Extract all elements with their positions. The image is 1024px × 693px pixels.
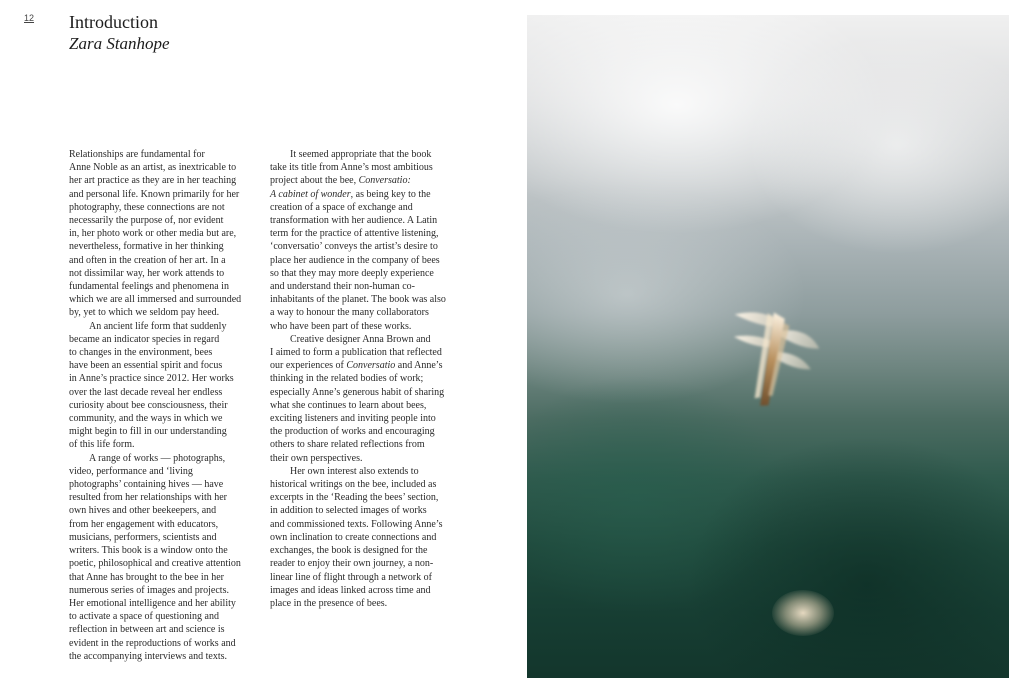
text-line: An ancient life form that suddenly	[89, 320, 227, 332]
paragraph	[69, 148, 257, 320]
text-line: which we are all immersed and surrounded	[69, 294, 242, 306]
text-line: Her emotional intelligence and her ability	[69, 597, 236, 609]
blurred-bee-icon	[717, 295, 827, 415]
bee-photograph	[527, 15, 1009, 678]
text-line: A range of works — photographs,	[89, 452, 226, 464]
text-line: necessarily the purpose of, nor evident	[69, 215, 224, 227]
text-line: over the last decade reveal her endless	[69, 386, 223, 398]
text-line: Her own interest also extends to	[290, 465, 419, 477]
text-line: poetic, philosophical and creative attention	[69, 558, 241, 570]
text-line: community, and the ways in which we	[69, 413, 223, 425]
text-line: inhabitants of the planet. The book was also	[270, 294, 446, 306]
text-line: others to share related reflections from	[270, 439, 425, 451]
text-line: and commissioned texts. Following Anne’s	[270, 518, 443, 530]
text-line: from her engagement with educators,	[69, 518, 219, 530]
text-line: photography, these connections are not	[69, 201, 225, 213]
text-line: Relationships are fundamental for	[69, 149, 205, 160]
text-line: her art practice as they are in her teaching	[69, 175, 237, 187]
text-line: might begin to fill in our understanding	[69, 426, 227, 438]
text-line: what she continues to learn about bees,	[270, 399, 427, 411]
paragraph	[270, 333, 458, 465]
text-line: historical writings on the bee, included as	[270, 479, 437, 491]
text-line: and often in the creation of her art. In a	[69, 254, 226, 266]
text-line: Creative designer Anna Brown and	[290, 333, 431, 345]
text-line: in, her photo work or other media but are,	[69, 228, 237, 240]
text-line: by, yet to which we seldom pay heed.	[69, 307, 220, 319]
text-line: musicians, performers, scientists and	[69, 531, 217, 543]
text-line: own hives and other beekeepers, and	[69, 505, 217, 517]
text-line: reflection in between art and science is	[69, 624, 225, 636]
text-line: take its title from Anne’s most ambitious	[270, 162, 433, 174]
text-line: and personal life. Known primarily for her	[69, 188, 240, 200]
title-block	[69, 12, 170, 54]
text-line: of this life form.	[69, 439, 135, 451]
text-line: images and ideas linked across time and	[270, 584, 431, 596]
text-line: who have been part of these works.	[270, 320, 412, 332]
text-line: a way to honour the many collaborators	[270, 307, 429, 319]
page-title: Introduction	[69, 12, 158, 32]
text-line: term for the practice of attentive listening,	[270, 228, 439, 240]
text-line: exchanges, the book is designed for the	[270, 545, 428, 557]
text-line: numerous series of images and projects.	[69, 584, 229, 596]
text-line: resulted from her relationships with her	[69, 492, 228, 504]
text-line: thinking in the related bodies of work;	[270, 373, 424, 385]
text-line: linear line of flight through a network of	[270, 571, 432, 583]
text-line: nevertheless, formative in her thinking	[69, 241, 224, 253]
text-line: creation of a space of exchange and	[270, 201, 413, 213]
paragraph	[270, 148, 458, 333]
text-column-1	[69, 148, 257, 663]
text-line: exciting listeners and inviting people into	[270, 413, 436, 425]
paragraph	[270, 465, 458, 610]
text-line: Anne Noble as an artist, as inextricable to	[69, 162, 237, 174]
text-line: became an indicator species in regard	[69, 333, 220, 345]
text-line: and understand their non-human co-	[270, 281, 415, 293]
text-line: that Anne has brought to the bee in her	[69, 571, 224, 583]
text-line: in addition to selected images of works	[270, 505, 427, 517]
bokeh-light	[772, 590, 834, 636]
page-number: 12	[24, 13, 35, 23]
text-line: video, performance and ‘living	[69, 465, 193, 477]
text-line: in Anne’s practice since 2012. Her works	[69, 373, 234, 385]
text-line: reader to enjoy their own journey, a non-	[270, 558, 434, 570]
text-line: A cabinet of wonder, as being key to the	[270, 188, 431, 200]
text-line: fundamental feelings and phenomena in	[69, 281, 229, 293]
text-line: own inclination to create connections and	[270, 531, 437, 543]
text-line: their own perspectives.	[270, 452, 363, 464]
text-line: writers. This book is a window onto the	[69, 545, 228, 557]
text-column-2	[270, 148, 458, 610]
text-line: project about the bee, Conversatio:	[270, 175, 411, 187]
text-line: to changes in the environment, bees	[69, 347, 213, 359]
text-line: to activate a space of questioning and	[69, 611, 219, 623]
text-line: evident in the reproductions of works and	[69, 637, 236, 649]
text-line: ‘conversatio’ conveys the artist’s desire to	[270, 241, 438, 253]
text-line: It seemed appropriate that the book	[290, 149, 432, 160]
text-line: the production of works and encouraging	[270, 426, 435, 438]
text-line: not dissimilar way, her work attends to	[69, 267, 225, 279]
text-line: so that they may more deeply experience	[270, 267, 434, 279]
text-line: the accompanying interviews and texts.	[69, 650, 228, 662]
paragraph	[69, 452, 257, 663]
text-line: curiosity about bee consciousness, their	[69, 399, 228, 411]
text-line: excerpts in the ‘Reading the bees’ section,	[270, 492, 439, 504]
text-line: place her audience in the company of bees	[270, 254, 440, 266]
author-name: Zara Stanhope	[69, 34, 170, 53]
text-line: place in the presence of bees.	[270, 597, 388, 609]
paragraph	[69, 320, 257, 452]
text-line: our experiences of Conversatio and Anne’s	[270, 360, 443, 372]
text-line: transformation with her audience. A Latin	[270, 215, 438, 227]
text-line: have been an essential spirit and focus	[69, 360, 223, 372]
text-line: photographs’ containing hives — have	[69, 479, 224, 491]
text-line: especially Anne’s generous habit of sharing	[270, 386, 445, 398]
text-line: I aimed to form a publication that reflected	[270, 347, 442, 359]
